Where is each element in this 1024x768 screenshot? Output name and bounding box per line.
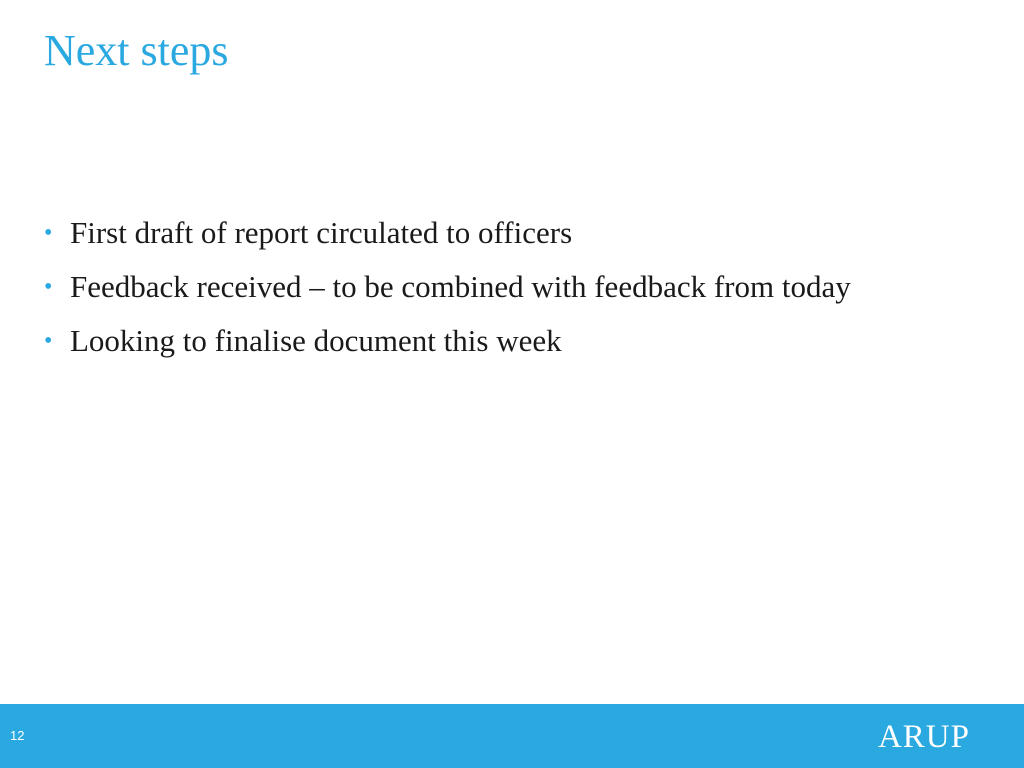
bullet-item xyxy=(44,206,851,260)
arup-logo: ARUP xyxy=(877,719,970,755)
bullet-icon: • xyxy=(44,220,53,246)
bullet-text: Feedback received – to be combined with feedback from today xyxy=(70,269,851,304)
footer-bar xyxy=(0,704,1024,768)
bullet-item xyxy=(44,260,851,314)
bullet-icon: • xyxy=(44,328,53,354)
slide-title: Next steps xyxy=(44,26,229,75)
page-number: 12 xyxy=(10,728,25,743)
bullet-text: Looking to finalise document this week xyxy=(70,323,562,358)
bullet-icon: • xyxy=(44,274,53,300)
bullet-text: First draft of report circulated to officers xyxy=(70,215,573,250)
bullet-list xyxy=(44,206,851,368)
bullet-item xyxy=(44,314,851,368)
